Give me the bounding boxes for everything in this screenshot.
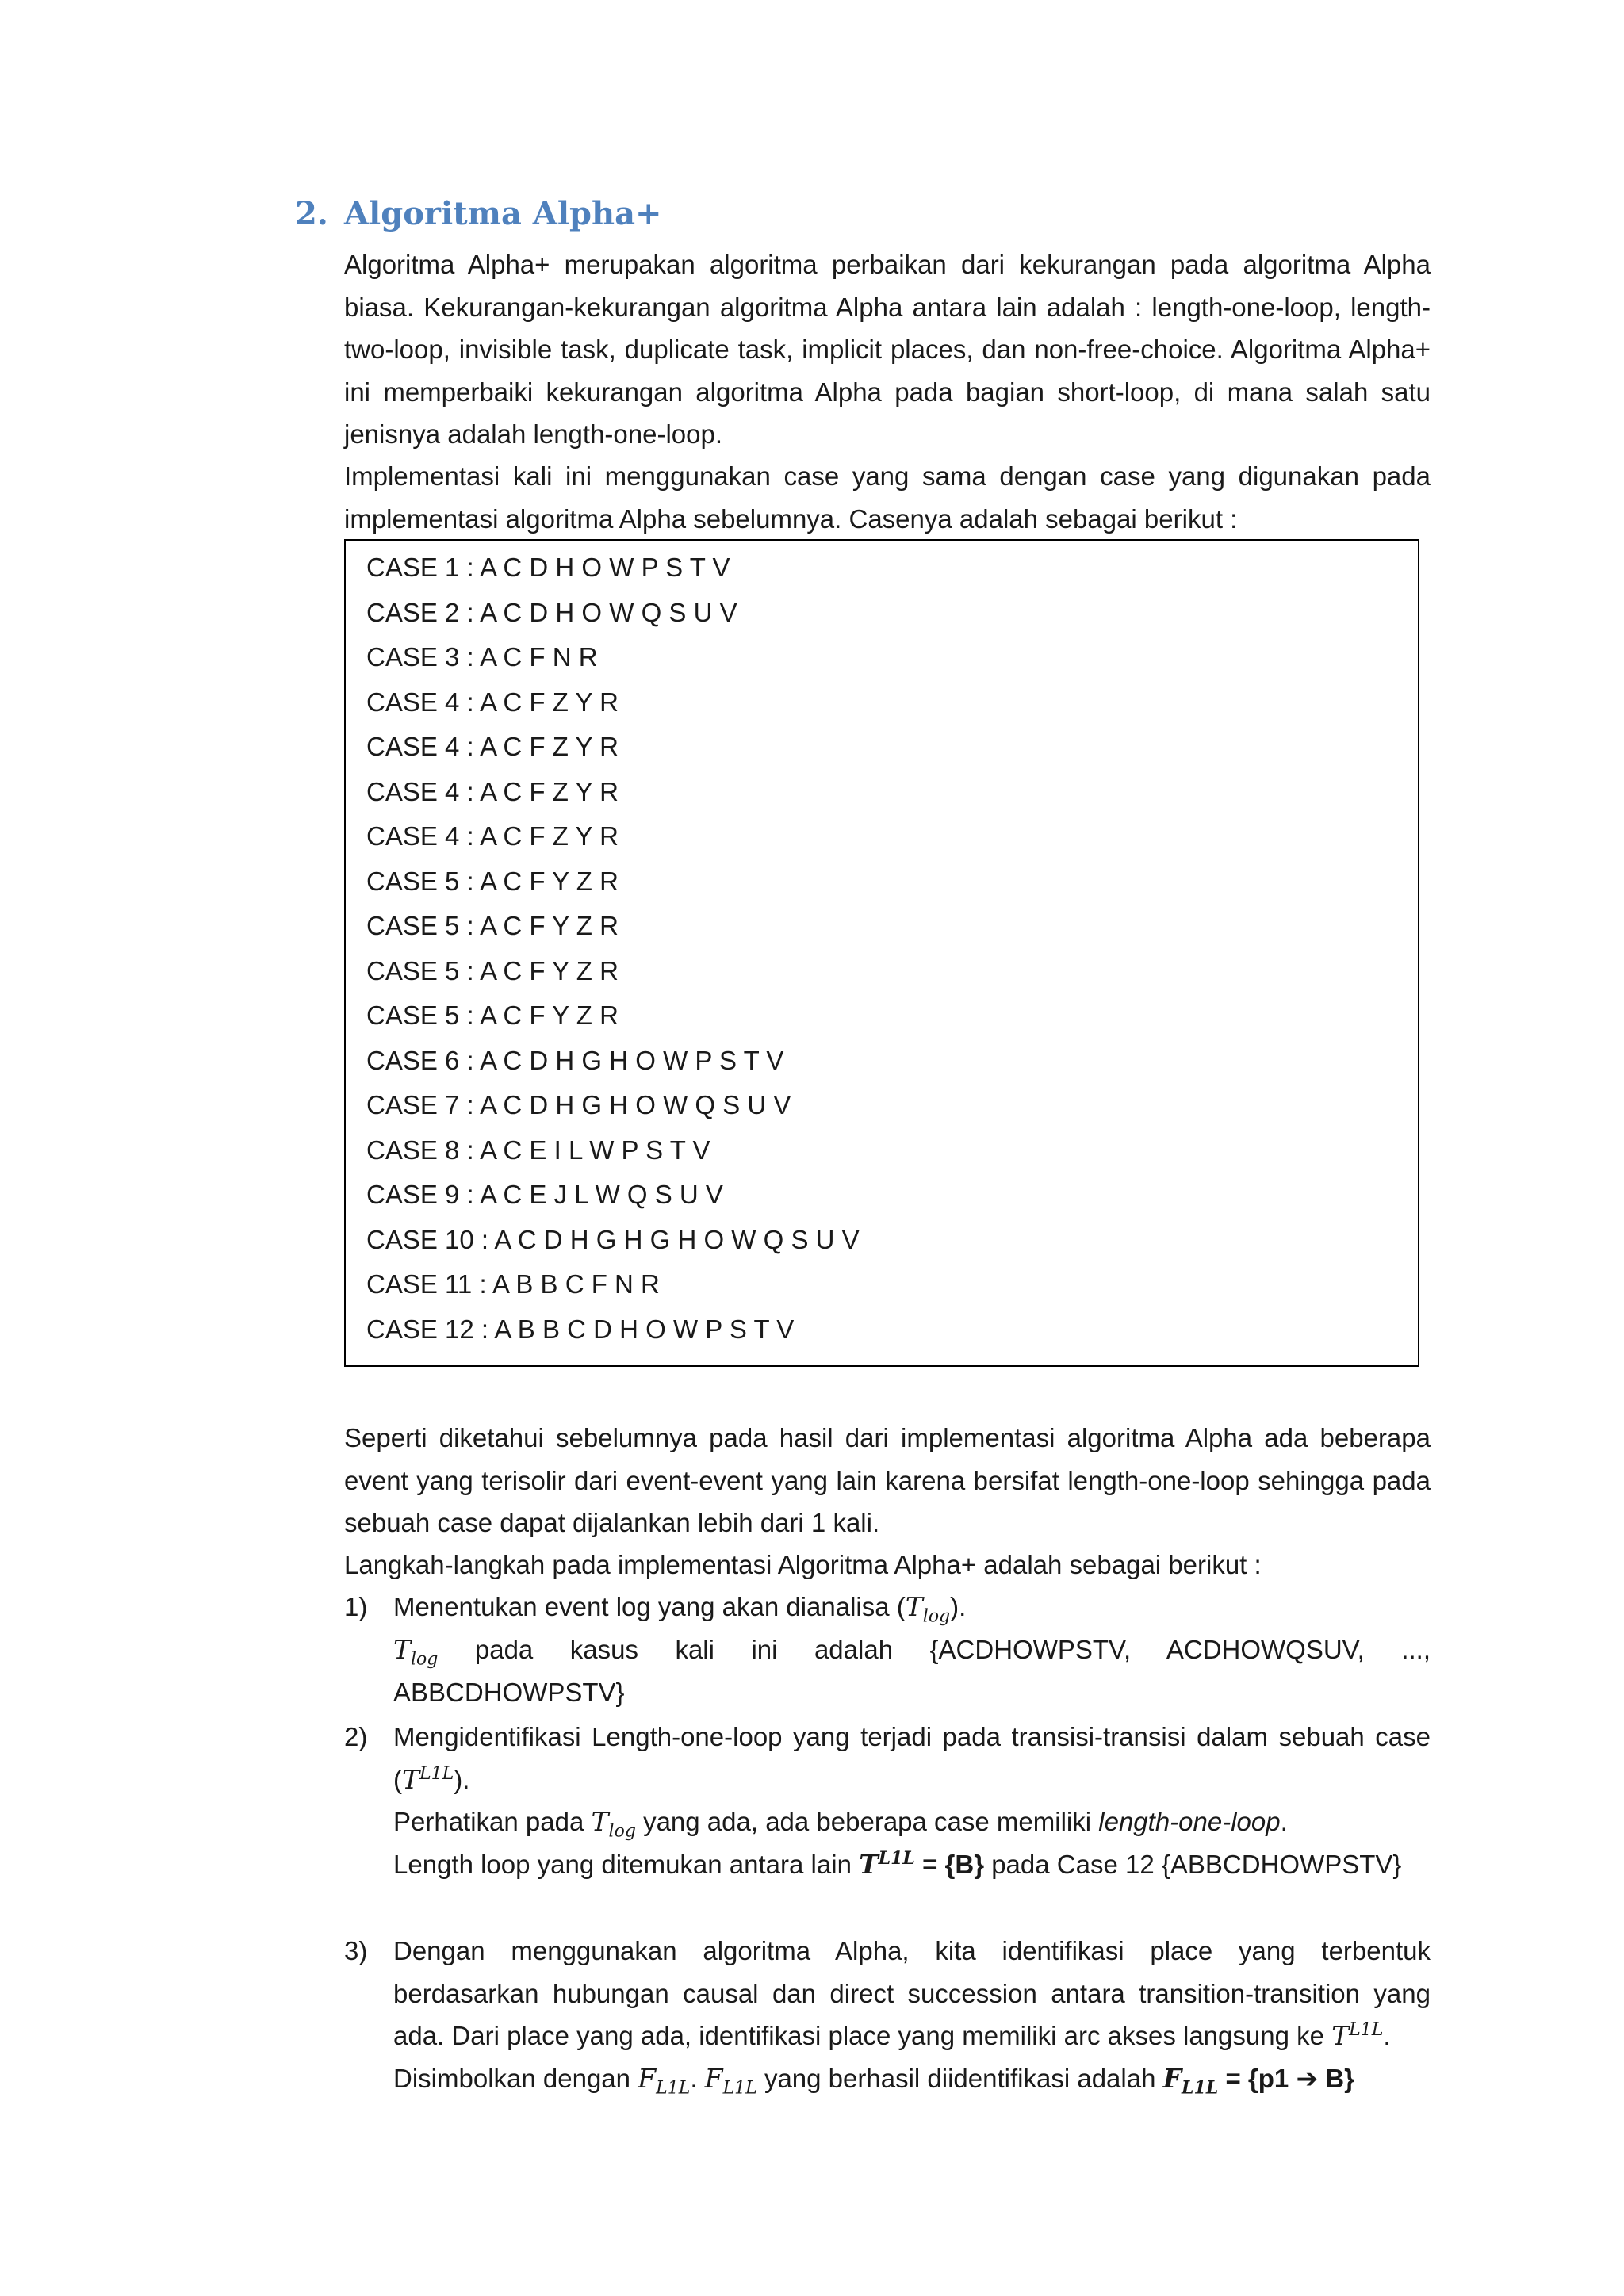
case-line: CASE 9 : A C E J L W Q S U V [366,1180,723,1209]
step-3-number: 3) [344,1936,368,1965]
case-line: CASE 5 : A C F Y Z R [366,911,619,940]
step-3-line-2: Disimbolkan dengan $F_{L1L}$. $F_{L1L}$ yang berhasil diidentifikasi adalah $F_{L1L} = \{p1$ ➔ B} [393,2063,1354,2099]
intro-paragraph-1: Algoritma Alpha+ merupakan algoritma perbaikan dari kekurangan pada algoritma Alpha biasa. Kekurangan-kekurangan algoritma Alpha antara lain adalah : length-one-loop, length-two-loop, invisible task, duplicate task, implicit places, dan non-free-choice. Algoritma Alpha+ ini memperbaiki kekurangan algoritma Alpha pada bagian short-loop, di mana salah satu jenisnya adalah length-one-loop. [344,250,1431,449]
f-l1l-bold-symbol: $F_{L1L}$ [1162,2063,1219,2099]
t-l1l-symbol: $T^{L1L}$ [402,1763,454,1795]
t-l1l-value: = {B} [914,1850,985,1879]
case-line: CASE 11 : A B B C F N R [366,1269,660,1299]
step-2-number: 2) [344,1722,368,1751]
t-l1l-bold-symbol: $T^{L1L}$ [859,1848,915,1880]
case-line: CASE 4 : A C F Z Y R [366,776,619,806]
case-line: CASE 12 : A B B C D H O W P S T V [366,1314,795,1344]
step-2-line-2: Perhatikan pada $T_{log}$ yang ada, ada beberapa case memiliki length-one-loop. [393,1806,1288,1842]
section-number: 2. [295,195,328,232]
step-2-text: Mengidentifikasi Length-one-loop yang terjadi pada transisi-transisi dalam sebuah case ( [393,1722,1431,1794]
case-line: CASE 2 : A C D H O W Q S U V [366,597,737,627]
step-2-line-1 [393,1716,1431,1800]
t-log-symbol: $T_{log}$ [905,1591,951,1627]
case-line: CASE 6 : A C D H G H O W P S T V [366,1045,784,1075]
step-1-text-end: ). [950,1592,967,1621]
paragraph-isolated-events: Seperti diketahui sebelumnya pada hasil dari implementasi algoritma Alpha ada beberapa event yang terisolir dari event-event yang lain karena bersifat length-one-loop sehingga pada sebuah case dapat dijalankan lebih dari 1 kali. [344,1423,1431,1537]
case-line: CASE 1 : A C D H O W P S T V [366,553,730,582]
case-line: CASE 4 : A C F Z Y R [366,687,619,717]
case-line: CASE 4 : A C F Z Y R [366,821,619,851]
t-l1l-symbol: $T^{L1L}$ [1331,2020,1384,2051]
case-line: CASE 4 : A C F Z Y R [366,732,619,761]
section-heading [295,195,662,232]
step-2-text-end: ). [454,1764,470,1794]
case-list-box [344,539,1419,1367]
case-line: CASE 7 : A C D H G H O W Q S U V [366,1090,791,1119]
italic-term: length-one-loop [1098,1807,1281,1836]
case-line: CASE 5 : A C F Y Z R [366,866,619,896]
case-line: CASE 5 : A C F Y Z R [366,955,619,985]
step-1-line-1 [393,1586,1431,1628]
f-l1l-value: = {p1 [1218,2064,1297,2093]
case-line: CASE 3 : A C F N R [366,642,598,672]
case-line: CASE 8 : A C E I L W P S T V [366,1135,710,1165]
f-l1l-symbol: $F_{L1L}$ [704,2063,757,2099]
case-line: CASE 10 : A C D H G H G H O W Q S U V [366,1224,860,1254]
step-1-number: 1) [344,1592,368,1621]
f-l1l-symbol: $F_{L1L}$ [638,2063,691,2099]
step-1-line-2 [393,1628,1431,1713]
t-log-symbol: $T_{log}$ [591,1806,636,1842]
section-title: Algoritma Alpha+ [344,195,662,232]
case-line: CASE 5 : A C F Y Z R [366,1001,619,1030]
step-1-log-content: pada kasus kali ini adalah {ACDHOWPSTV, ACDHOWQSUV, ..., ABBCDHOWPSTV} [393,1635,1431,1707]
step-2-line-3: Length loop yang ditemukan antara lain $T^{L1L} = \{B\}$ pada Case 12 {ABBCDHOWPSTV} [393,1848,1402,1880]
intro-paragraph-2: Implementasi kali ini menggunakan case yang sama dengan case yang digunakan pada implementasi algoritma Alpha sebelumnya. Casenya adalah sebagai berikut : [344,461,1431,534]
t-log-symbol: $T_{log}$ [393,1634,439,1670]
step-3-line-1: Dengan menggunakan algoritma Alpha, kita identifikasi place yang terbentuk berdasarkan hubungan causal dan direct succession antara transition-transition yang ada. Dari place yang ada, identifikasi place yang memiliki arc akses langsung ke $T^{L1L}$. [393,1936,1431,2051]
arrow-icon: ➔ [1296,2064,1319,2093]
paragraph-steps-intro: Langkah-langkah pada implementasi Algoritma Alpha+ adalah sebagai berikut : [344,1550,1262,1579]
step-1-text: Menentukan event log yang akan dianalisa ( [393,1592,906,1621]
